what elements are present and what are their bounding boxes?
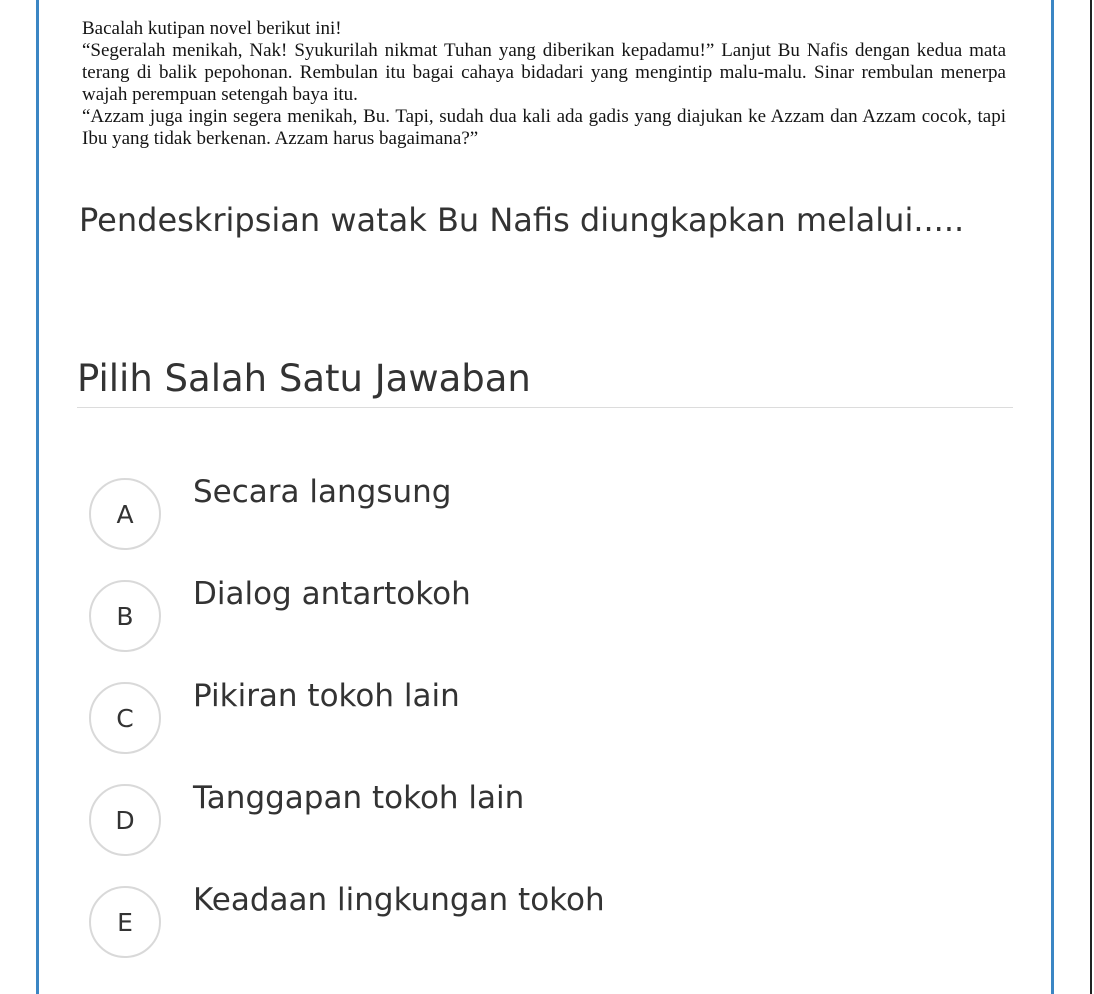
card-right-border	[1051, 0, 1054, 994]
option-c[interactable]	[89, 678, 1009, 758]
option-text[interactable]: Tanggapan tokoh lain	[193, 780, 525, 816]
card-left-border	[36, 0, 39, 994]
excerpt-quote: “Azzam juga ingin segera menikah, Bu. Tapi, sudah dua kali ada gadis yang diajukan ke Azzam dan Azzam cocok, tapi Ibu yang tidak berkenan. Azzam harus bagaimana?”	[82, 106, 1006, 149]
option-letter-circle[interactable]: D	[89, 784, 161, 856]
question-text: Pendeskripsian watak Bu Nafis diungkapkan melalui.....	[79, 201, 965, 239]
option-a[interactable]	[89, 474, 1009, 554]
option-e[interactable]	[89, 882, 1009, 962]
novel-excerpt	[82, 18, 1006, 150]
option-text[interactable]: Dialog antartokoh	[193, 576, 471, 612]
option-text[interactable]: Secara langsung	[193, 474, 452, 510]
scrollbar-edge	[1090, 0, 1092, 994]
option-letter-circle[interactable]: C	[89, 682, 161, 754]
option-letter-circle[interactable]: E	[89, 886, 161, 958]
option-b[interactable]	[89, 576, 1009, 656]
option-text[interactable]: Keadaan lingkungan tokoh	[193, 882, 605, 918]
option-d[interactable]	[89, 780, 1009, 860]
option-letter-circle[interactable]: A	[89, 478, 161, 550]
excerpt-instruction: Bacalah kutipan novel berikut ini!	[82, 18, 342, 39]
excerpt-paragraph: “Segeralah menikah, Nak! Syukurilah nikmat Tuhan yang diberikan kepadamu!” Lanjut Bu Nafis dengan kedua mata terang di balik pepohonan. Rembulan itu bagai cahaya bidadari yang mengintip malu-malu. Sinar rembulan menerpa wajah perempuan setengah baya itu.	[82, 40, 1006, 105]
answers-heading: Pilih Salah Satu Jawaban	[77, 357, 531, 400]
option-text[interactable]: Pikiran tokoh lain	[193, 678, 460, 714]
answers-divider	[77, 407, 1013, 408]
option-letter-circle[interactable]: B	[89, 580, 161, 652]
